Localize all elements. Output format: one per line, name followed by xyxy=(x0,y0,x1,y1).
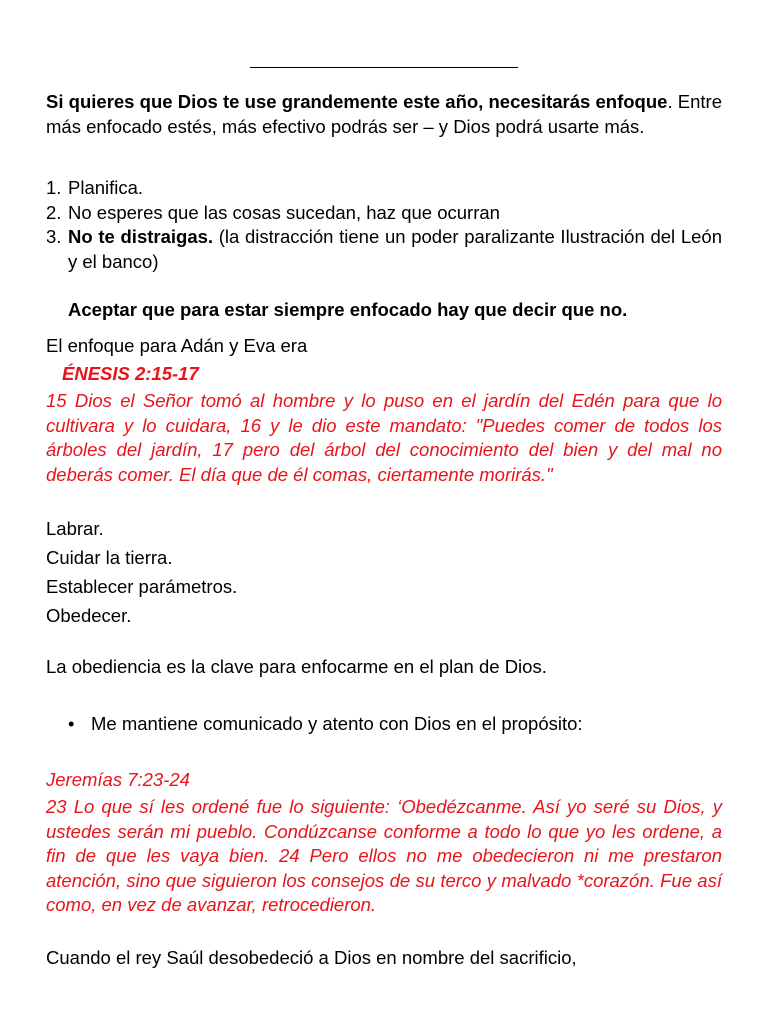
list-item: 3. No te distraigas. (la distracción tiene un poder paralizante Ilustración del León y el banco) xyxy=(46,226,722,272)
list-item: 2. No esperes que las cosas sucedan, haz que ocurran xyxy=(46,201,500,223)
genesis-text: 15 Dios el Señor tomó al hombre y lo puso en el jardín del Edén para que lo cultivara y lo cuidara, 16 y le dio este mandato: "Puedes comer de todos los árboles del jardín, 17 pero del árbol del conocimiento del bien y del mal no deberás comer. El día que de él comas, ciertamente morirás." xyxy=(46,390,722,485)
bullet-item: • Me mantiene comunicado y atento con Dios en el propósito: xyxy=(46,712,767,737)
top-horizontal-rule xyxy=(250,67,518,68)
list-item: 1. Planifica. xyxy=(46,177,144,198)
list-item: Obedecer. xyxy=(46,605,132,626)
steps-list xyxy=(46,176,722,274)
document-page xyxy=(46,0,722,968)
list-item: Establecer parámetros. xyxy=(46,576,238,597)
obedience-line: La obediencia es la clave para enfocarme en el plan de Dios. xyxy=(46,656,547,677)
genesis-reference: ÉNESIS 2:15-17 xyxy=(62,363,199,384)
intro-paragraph xyxy=(46,90,722,139)
intro-rest: . Entre más enfocado estés, más efectivo podrás ser – y Dios podrá usarte más. xyxy=(46,91,722,137)
list-item: Cuidar la tierra. xyxy=(46,547,173,568)
intro-bold: Si quieres que Dios te use grandemente este año, necesitarás enfoque xyxy=(46,91,668,112)
duties-list xyxy=(46,514,722,630)
adan-eva-line: El enfoque para Adán y Eva era xyxy=(46,335,308,356)
bullet-icon: • xyxy=(68,713,75,734)
saul-line: Cuando el rey Saúl desobedeció a Dios en nombre del sacrificio, xyxy=(46,947,577,968)
jeremias-text: 23 Lo que sí les ordené fue lo siguiente: ‘Obedézcanme. Así yo seré su Dios, y ustedes serán mi pueblo. Condúzcanse conforme a todo lo que yo les ordene, a fin de que les vaya bien. 24 Pero ellos no me obedecieron ni me prestaron atención, sino que siguieron los consejos de su terco y malvado *corazón. Fue así como, en vez de avanzar, retrocedieron. xyxy=(46,796,722,915)
jeremias-reference: Jeremías 7:23-24 xyxy=(46,769,190,790)
list-item: Labrar. xyxy=(46,518,104,539)
accept-line: Aceptar que para estar siempre enfocado hay que decir que no. xyxy=(68,299,628,320)
